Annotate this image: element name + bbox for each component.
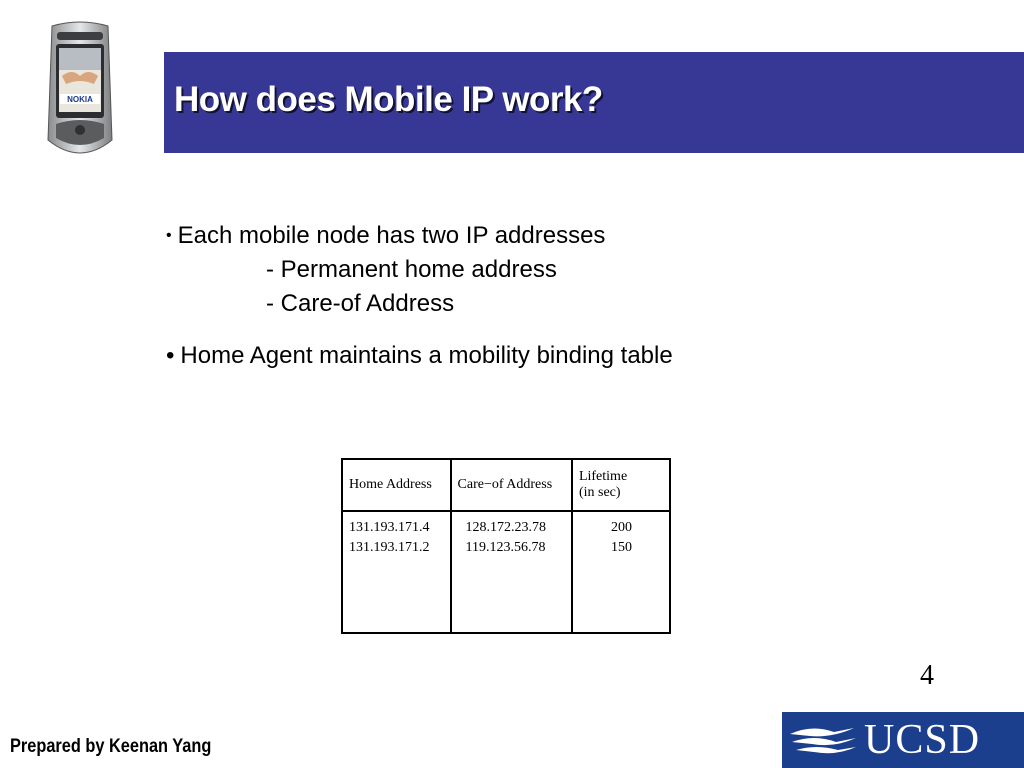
header-care-of-address: Care−of Address: [451, 459, 572, 511]
care-of-address-cell: [451, 511, 572, 633]
ucsd-logo: [782, 712, 1024, 768]
page-number: 4: [920, 660, 934, 691]
table-row: [342, 511, 670, 633]
home-address-cell: [342, 511, 451, 633]
bullet-item: [166, 222, 605, 250]
nokia-phone-image: [42, 20, 118, 162]
bullet-item: [166, 342, 673, 370]
phone-brand: NOKIA: [67, 95, 93, 104]
header-lifetime-line1: Lifetime: [578, 469, 628, 484]
home-address-value: 131.193.171.2: [349, 540, 430, 555]
slide-title: How does Mobile IP work?: [174, 80, 603, 119]
header-home-address: Home Address: [342, 459, 451, 511]
bullet-text: Each mobile node has two IP addresses: [177, 222, 606, 249]
mobility-binding-table: [341, 458, 671, 634]
bullet-marker: •: [166, 342, 175, 369]
footer-author: Prepared by Keenan Yang: [10, 736, 212, 757]
care-of-address-value: 128.172.23.78: [465, 520, 547, 535]
home-address-value: 131.193.171.4: [349, 520, 430, 535]
bullet-text: Home Agent maintains a mobility binding table: [180, 342, 673, 369]
table-header-row: [342, 459, 670, 511]
ucsd-wave-icon: [782, 712, 862, 768]
title-bar: [164, 52, 1024, 153]
lifetime-cell: [572, 511, 670, 633]
sub-item: - Care-of Address: [266, 290, 455, 317]
ucsd-logo-text: UCSD: [864, 717, 981, 763]
lifetime-value: 150: [610, 540, 632, 555]
care-of-address-value: 119.123.56.78: [465, 540, 546, 555]
sub-item: - Permanent home address: [266, 256, 557, 283]
header-lifetime: [572, 459, 670, 511]
bullet-marker: •: [166, 227, 172, 244]
header-lifetime-line2: (in sec): [578, 485, 621, 500]
lifetime-value: 200: [610, 520, 632, 535]
